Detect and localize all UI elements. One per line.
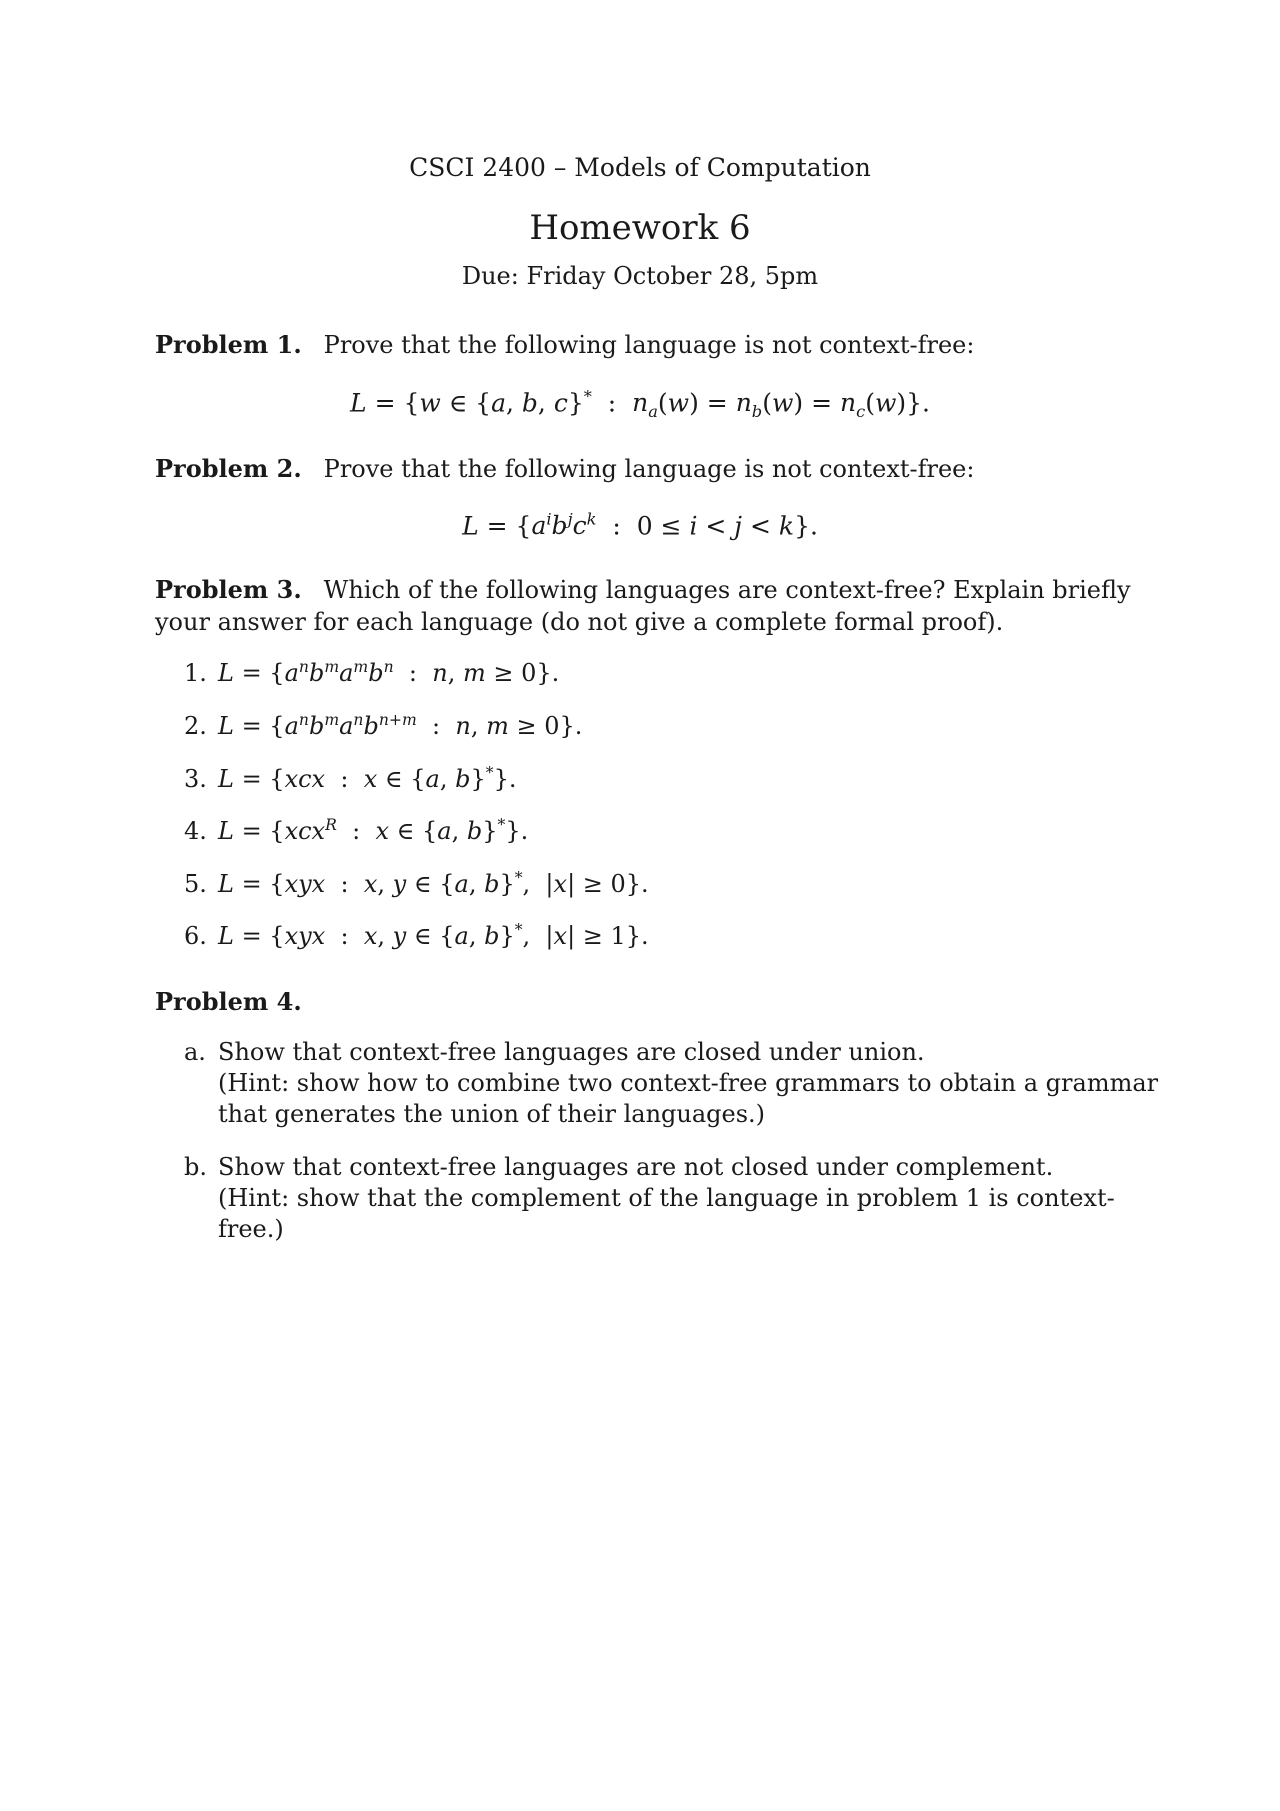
homework-title: Homework 6 bbox=[529, 208, 751, 248]
part-a-statement: Show that context-free languages are closed under union. bbox=[218, 1038, 925, 1066]
due-date: Due: Friday October 28, 5pm bbox=[461, 262, 819, 290]
problem-3-item-4: 4. L = {xcx$^R$ : x ∈ {a, b}*}. bbox=[184, 816, 529, 845]
problem-3-label: Problem 3. bbox=[155, 575, 302, 604]
problem-1-label: Problem 1. bbox=[155, 330, 302, 359]
part-b-statement: Show that context-free languages are not closed under complement. bbox=[218, 1153, 1054, 1181]
problem-4-part-a: a. Show that context-free languages are closed under union. (Hint: show how to combine two context-free grammars to obtain a grammar that generates the union of their languages.) bbox=[184, 1037, 1164, 1130]
problem-2-language: $L = \{a^ib^jc^k$ : 0 ≤ i < j < k}. bbox=[462, 510, 818, 541]
course-title: CSCI 2400 – Models of Computation bbox=[409, 153, 871, 182]
problem-3-text: Which of the following languages are context-free? Explain briefly your answer for each language (do not give a complete formal proof). bbox=[155, 576, 1131, 636]
problem-3-item-2: 2. $L = \{a^nb^ma^nb^{n+m}$ : n, m ≥ 0}. bbox=[184, 711, 583, 740]
problem-2-label: Problem 2. bbox=[155, 454, 302, 483]
problem-3-item-6: 6. L = {xyx : x, y ∈ {a, b}*, |x| ≥ 1}. bbox=[184, 921, 649, 950]
problem-4-part-b: b. Show that context-free languages are not closed under complement. (Hint: show that the complement of the language in problem 1 is context-free.) bbox=[184, 1152, 1164, 1245]
problem-4 bbox=[155, 987, 324, 1016]
problem-2 bbox=[155, 454, 974, 483]
problem-3-item-5: 5. L = {xyx : x, y ∈ {a, b}*, |x| ≥ 0}. bbox=[184, 869, 649, 898]
problem-1-language: L = {w ∈ {a, b, c}* : $n_a(w) = n_b(w) = n_c(w)$}. bbox=[350, 387, 930, 422]
part-a-hint: (Hint: show how to combine two context-free grammars to obtain a grammar that generates the union of their languages.) bbox=[218, 1069, 1159, 1128]
problem-1 bbox=[155, 330, 974, 359]
problem-3-item-1: 1. $L = \{a^nb^ma^mb^n$ : n, m ≥ 0}. bbox=[184, 658, 560, 687]
problem-3 bbox=[155, 574, 1155, 638]
part-b-hint: (Hint: show that the complement of the language in problem 1 is context-free.) bbox=[218, 1184, 1115, 1243]
problem-1-text: Prove that the following language is not context-free: bbox=[323, 331, 975, 359]
problem-4-label: Problem 4. bbox=[155, 987, 302, 1016]
problem-3-item-3: 3. L = {xcx : x ∈ {a, b}*}. bbox=[184, 764, 517, 793]
problem-2-text: Prove that the following language is not context-free: bbox=[323, 455, 975, 483]
